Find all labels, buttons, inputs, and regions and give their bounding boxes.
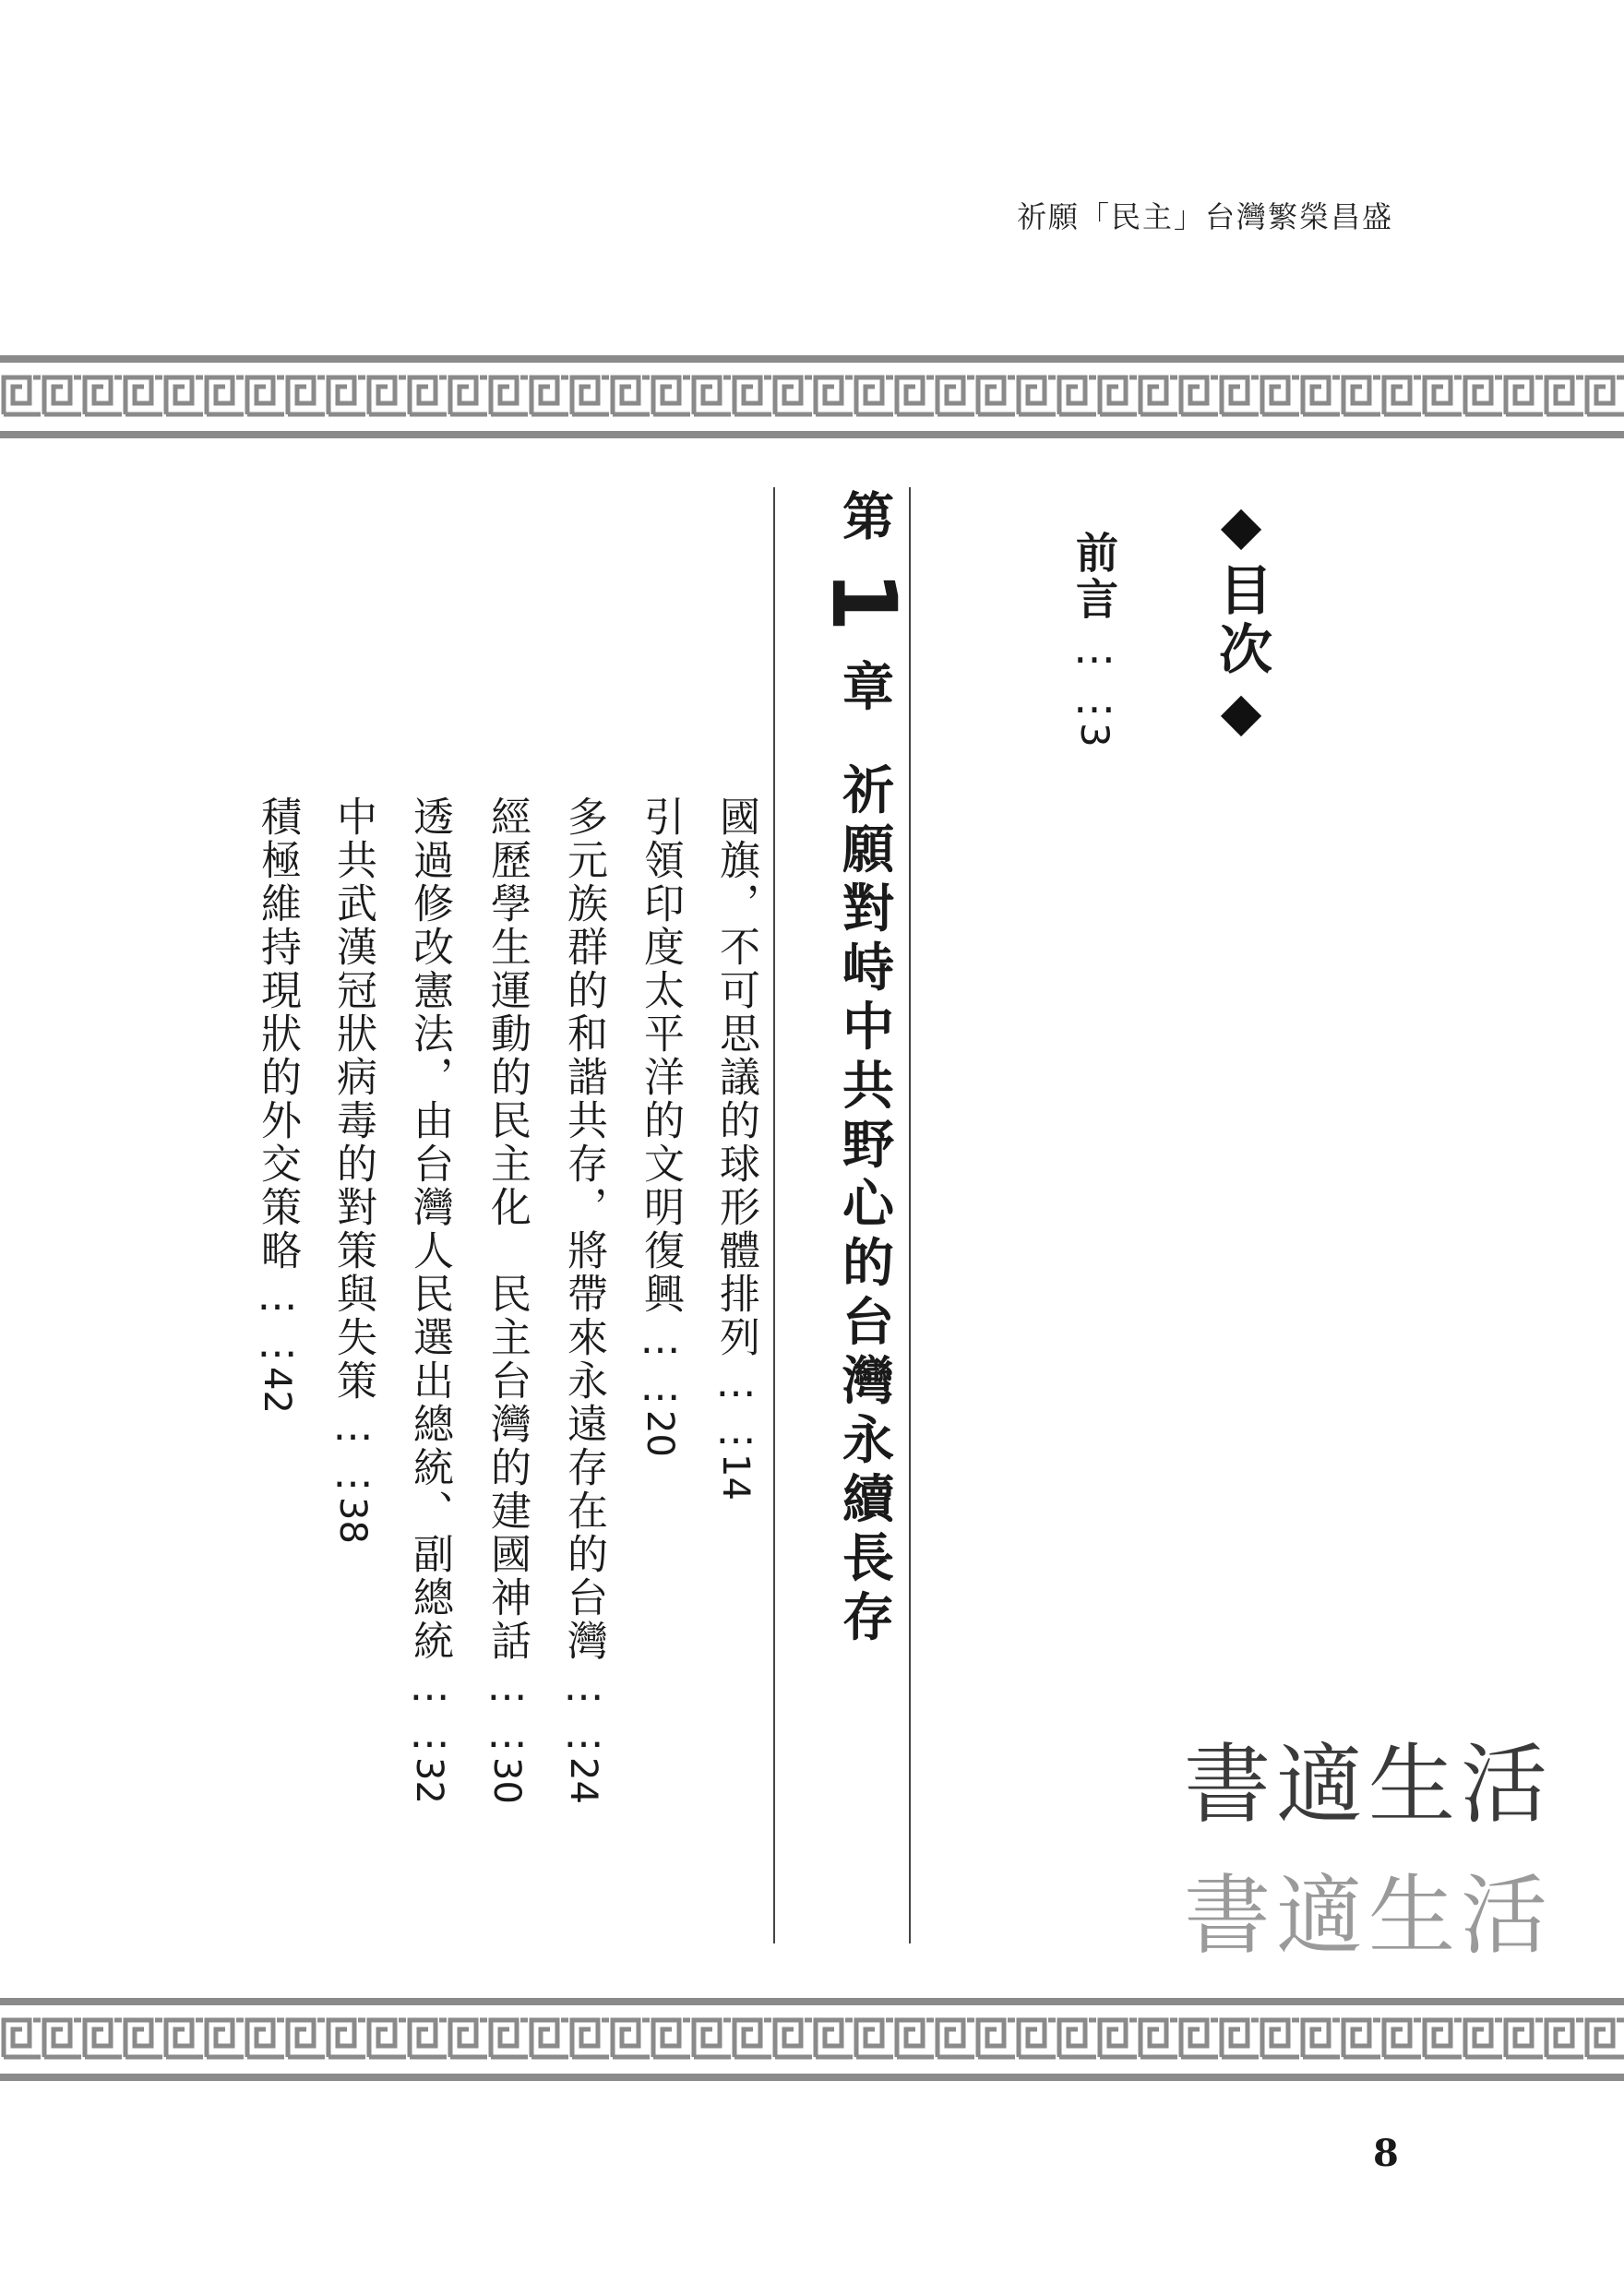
toc-entry[interactable] — [400, 795, 459, 1804]
toc-entry[interactable] — [630, 795, 689, 1457]
toc-title-text: 目次 — [1210, 562, 1272, 680]
entry-title: 多元族群的和諧共存，將帶來永遠存在的台灣 — [560, 795, 607, 1663]
page-ref: 3 — [1072, 723, 1117, 751]
chapter-suffix: 章 — [834, 659, 894, 719]
dot-leader: …… — [637, 1316, 684, 1410]
top-fret-border — [0, 353, 1624, 438]
toc-title — [1202, 494, 1280, 748]
bottom-fret-border — [0, 1996, 1624, 2081]
page-ref: 42 — [256, 1367, 298, 1414]
page-number: 8 — [1373, 2132, 1399, 2175]
page-ref: 38 — [331, 1497, 374, 1544]
diamond-icon: ◆ — [1210, 494, 1272, 562]
page-ref: 14 — [714, 1453, 757, 1501]
diamond-icon: ◆ — [1210, 680, 1272, 748]
dot-leader: …… — [254, 1273, 301, 1367]
publisher-watermark-shadow: 書適生活 — [1184, 1866, 1554, 1967]
dot-leader: …… — [484, 1663, 531, 1757]
dot-leader: …… — [329, 1403, 376, 1497]
entry-title: 國旗，不可思議的球形體排列 — [712, 795, 759, 1359]
dot-leader: …… — [560, 1663, 607, 1757]
page-ref: 24 — [562, 1757, 604, 1804]
running-header: 祈願「民主」台灣繁榮昌盛 — [1016, 199, 1393, 234]
entry-title: 引領印度太平洋的文明復興 — [637, 795, 684, 1316]
dot-leader: …… — [1069, 623, 1119, 723]
toc-entry-preface[interactable] — [1064, 531, 1125, 751]
toc-entry[interactable] — [247, 795, 306, 1414]
toc-entry[interactable] — [323, 795, 382, 1544]
toc-entry[interactable] — [554, 795, 613, 1804]
entry-title: 中共武漢冠狀病毒的對策與失策 — [329, 795, 376, 1403]
dot-leader: …… — [712, 1359, 759, 1453]
publisher-watermark: 書適生活 — [1184, 1735, 1554, 1836]
toc-entry[interactable] — [706, 795, 765, 1501]
chapter-prefix: 第 — [834, 489, 894, 548]
preface-label: 前言 — [1069, 531, 1119, 623]
page-ref: 32 — [408, 1757, 450, 1804]
dot-leader: …… — [406, 1663, 453, 1757]
chapter-heading[interactable] — [812, 489, 915, 1649]
entry-title: 透過修改憲法，由台灣人民選出總統、副總統 — [406, 795, 453, 1663]
divider-line — [773, 487, 775, 1943]
chapter-number: 1 — [812, 570, 915, 632]
page-ref: 20 — [639, 1410, 681, 1457]
entry-title: 積極維持現狀的外交策略 — [254, 795, 301, 1273]
chapter-title: 祈願對峙中共野心的台灣永續長存 — [834, 762, 894, 1649]
toc-entry[interactable] — [477, 795, 536, 1804]
page-ref: 30 — [485, 1757, 528, 1804]
entry-title: 經歷學生運動的民主化 民主台灣的建國神話 — [484, 795, 531, 1663]
